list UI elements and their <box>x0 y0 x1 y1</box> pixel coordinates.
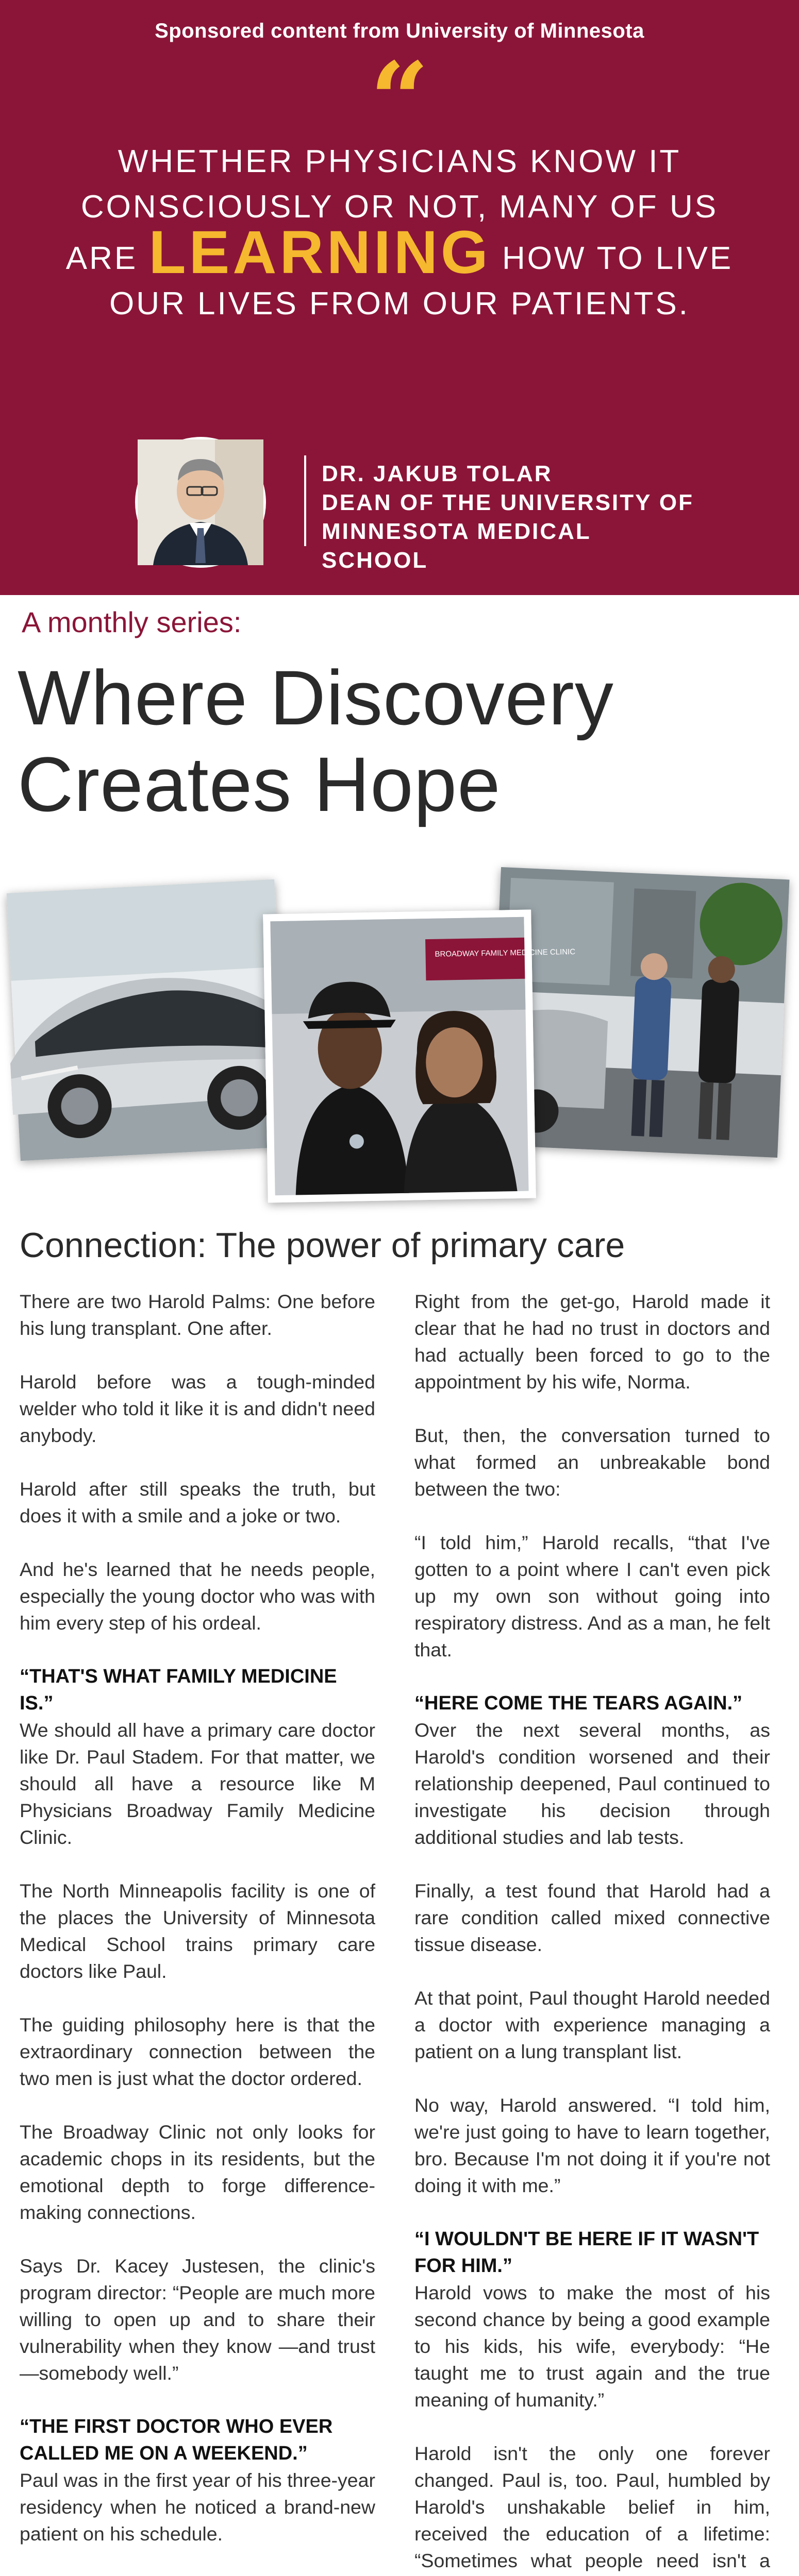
paragraph: There are two Harold Palms: One before his lung transplant. One after. <box>20 1291 375 1339</box>
attribution-divider <box>304 455 306 546</box>
quote-mark-icon: “ <box>370 40 429 161</box>
paragraph: We should all have a primary care doctor like Dr. Paul Stadem. For that matter, we should all have a resource like M Physicians Broadway Family Medicine Clinic. <box>20 1719 375 1848</box>
paragraph: No way, Harold answered. “I told him, we're just going to have to learn together, bro. Because I'm not doing it if you're not doing it with me.” <box>414 2094 770 2196</box>
sponsor-banner <box>0 0 799 595</box>
author-name: DR. JAKUB TOLAR <box>322 461 553 486</box>
paragraph: And he's learned that he needs people, especially the young doctor who was with him every step of his ordeal. <box>20 1558 375 1634</box>
paragraph: Finally, a test found that Harold had a rare condition called mixed connective tissue disease. <box>414 1880 770 1955</box>
section-title: Connection: The power of primary care <box>20 1226 625 1265</box>
author-title-line1: DEAN OF THE UNIVERSITY OF <box>322 490 694 515</box>
paragraph: Paul was in the first year of his three-year residency when he noticed a brand-new patient on his schedule. <box>20 2469 375 2545</box>
subheading: “HERE COME THE TEARS AGAIN.” <box>414 1692 743 1714</box>
paragraph: “I told him,” Harold recalls, “that I've gotten to a point where I can't even pick up my own son without going into respiratory distress. And as a man, he felt that. <box>414 1532 770 1660</box>
series-title-line2: Creates Hope <box>18 741 501 827</box>
series-title-line1: Where Discovery <box>18 654 614 741</box>
paragraph: Harold after still speaks the truth, but does it with a smile and a joke or two. <box>20 1478 375 1527</box>
author-title-line2: MINNESOTA MEDICAL SCHOOL <box>322 519 591 573</box>
paragraph: The North Minneapolis facility is one of the places the University of Minnesota Medical School trains primary care doctors like Paul. <box>20 1880 375 1982</box>
paragraph: The Broadway Clinic not only looks for academic chops in its residents, but the emotional depth to forge difference-making connections. <box>20 2121 375 2223</box>
paragraph: The guiding philosophy here is that the extraordinary connection between the two men is just what the doctor ordered. <box>20 2014 375 2089</box>
paragraph: At that point, Paul thought Harold needed a doctor with experience managing a patient on a lung transplant list. <box>414 1987 770 2062</box>
sponsor-label: Sponsored content from University of Minnesota <box>155 20 644 42</box>
photo-silver-car <box>7 879 289 1161</box>
quote-text-after: HOW TO LIVE OUR LIVES FROM OUR PATIENTS. <box>109 241 734 321</box>
photo-harold-and-wife <box>263 910 576 1203</box>
quote-attribution <box>135 437 702 573</box>
photo-sign-text: BROADWAY FAMILY MEDICINE CLINIC <box>435 947 576 959</box>
paragraph: Over the next several months, as Harold's condition worsened and their relationship deepened, Paul continued to investigate his decision through additional studies and lab tests. <box>414 1719 770 1848</box>
subheading: “THE FIRST DOCTOR WHO EVER CALLED ME ON A WEEKEND.” <box>20 2416 333 2464</box>
subheading: “THAT'S WHAT FAMILY MEDICINE IS.” <box>20 1666 337 1714</box>
quote-text-before: WHETHER PHYSICIANS KNOW IT CONSCIOUSLY OR NOT, MANY OF US ARE <box>65 144 719 276</box>
paragraph <box>20 2574 375 2576</box>
series-label: A monthly series: <box>22 606 242 638</box>
quote-highlight: LEARNING <box>148 218 491 286</box>
series-title <box>18 654 614 827</box>
paragraph: But, then, the conversation turned to what formed an unbreakable bond between the two: <box>414 1425 770 1500</box>
article-column-right <box>414 1288 770 2576</box>
paragraph: Right from the get-go, Harold made it clear that he had no trust in doctors and had actually been forced to go to the appointment by his wife, Norma. <box>414 1291 770 1393</box>
author-info <box>322 460 702 575</box>
paragraph: Harold isn't the only one forever changed. Paul is, too. Paul, humbled by Harold's unshakable belief in him, received the education of a lifetime: “Sometimes what people need isn't a <box>414 2443 770 2571</box>
pull-quote <box>41 139 758 327</box>
subheading: “I WOULDN'T BE HERE IF IT WASN'T FOR HIM.” <box>414 2228 759 2277</box>
paragraph: Says Dr. Kacey Justesen, the clinic's program director: “People are much more willing to open up and to share their vulnerability when they know —and trust—somebody well.” <box>20 2255 375 2384</box>
paragraph: Harold before was a tough-minded welder who told it like it is and didn't need anybody. <box>20 1371 375 1446</box>
article-column-left <box>20 1288 375 2576</box>
author-portrait <box>135 437 266 568</box>
paragraph: Harold vows to make the most of his second chance by being a good example to his kids, his wife, everybody: “He taught me to trust again and the true meaning of humanity.” <box>414 2282 770 2411</box>
